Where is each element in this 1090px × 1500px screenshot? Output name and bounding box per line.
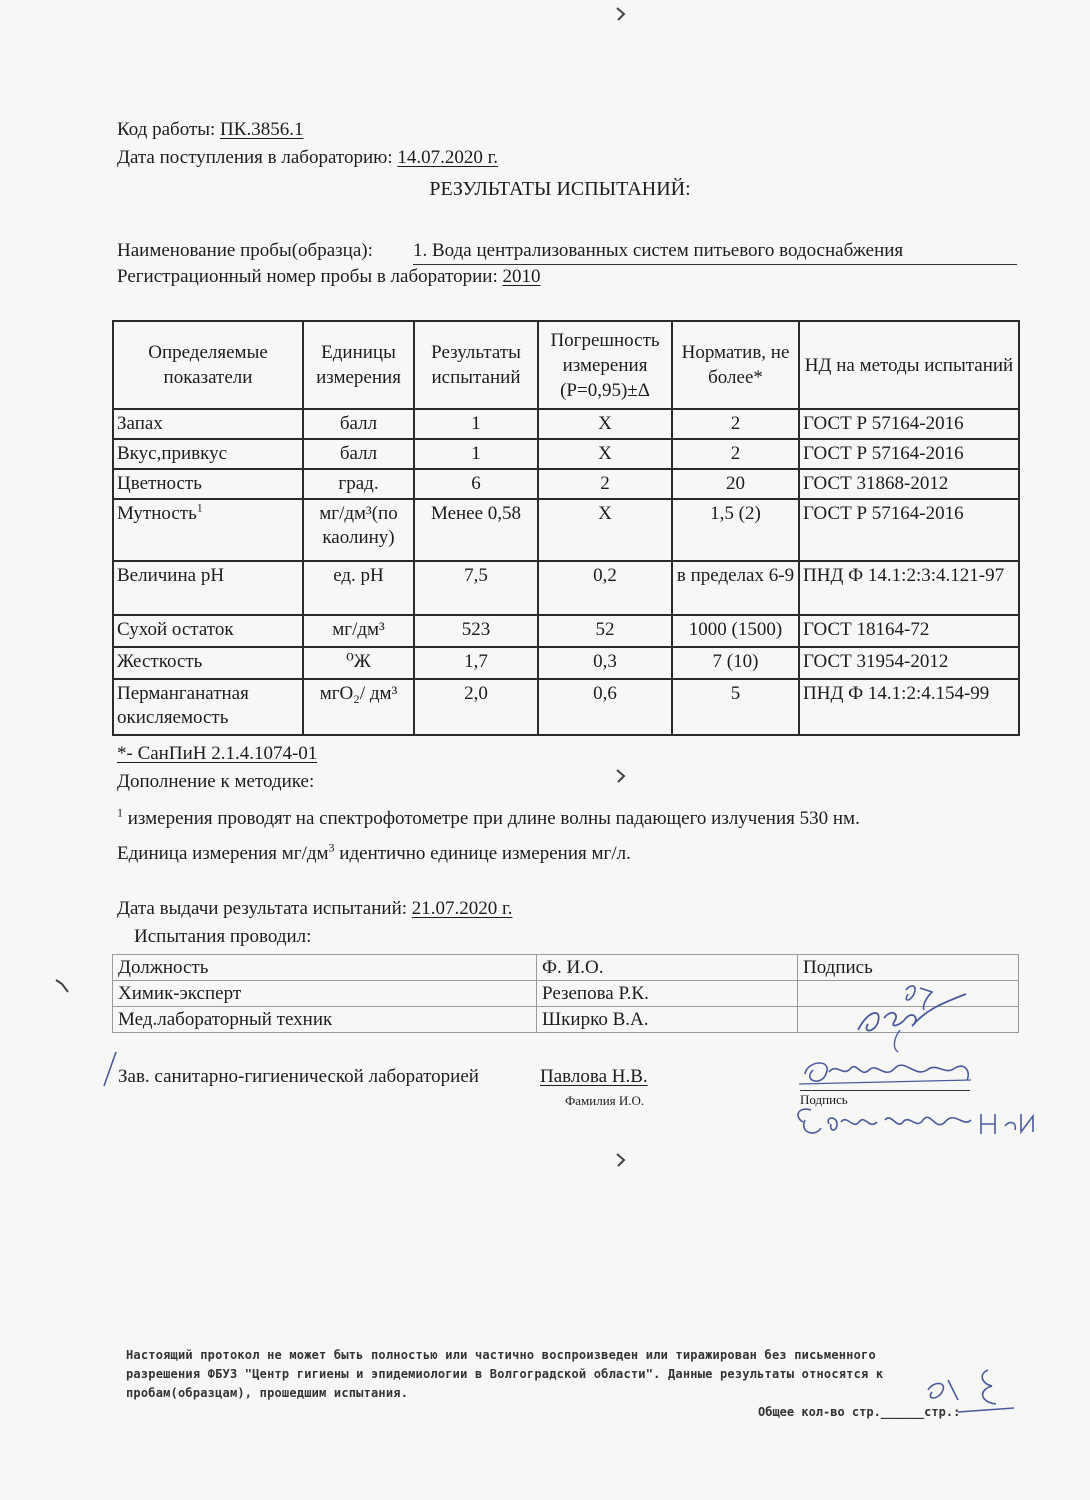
signature-caption: Подпись bbox=[800, 1092, 848, 1107]
indicator-text: Мутность bbox=[117, 503, 197, 524]
conducted-by-label: Испытания проводил: bbox=[134, 926, 312, 947]
total-pages: Общее кол-во стр.______стр.: bbox=[758, 1405, 961, 1419]
cell-unit: мг/дм³ bbox=[303, 615, 414, 647]
staff-name: Резепова Р.К. bbox=[537, 981, 798, 1007]
cell-indicator: Сухой остаток bbox=[113, 615, 303, 647]
disclaimer-line: пробам(образцам), прошедшим испытания. bbox=[126, 1386, 409, 1400]
table-row bbox=[113, 679, 1019, 735]
pen-stroke-mark bbox=[100, 1050, 120, 1090]
disclaimer-line: разрешения ФБУЗ "Центр гигиены и эпидемиологии в Волгоградской области". Данные результаты относятся к bbox=[126, 1367, 884, 1381]
unit-note-sup: 3 bbox=[328, 840, 335, 855]
head-signature-mark bbox=[795, 1050, 1045, 1155]
cell-method: ГОСТ 31954-2012 bbox=[799, 647, 1019, 679]
table-row bbox=[113, 647, 1019, 679]
footnote-mark: 1 bbox=[117, 805, 123, 820]
issue-date-label: Дата выдачи результата испытаний: bbox=[117, 898, 412, 919]
cell-indicator: Величина pH bbox=[113, 561, 303, 615]
footnote-marker: 1 bbox=[196, 500, 203, 515]
cell-error: Х bbox=[538, 439, 672, 469]
col-header-method: НД на методы испытаний bbox=[799, 321, 1019, 409]
cell-unit: град. bbox=[303, 469, 414, 499]
cell-error: Х bbox=[538, 499, 672, 561]
issue-date-line bbox=[117, 898, 512, 920]
cell-norm: в пределах 6-9 bbox=[672, 561, 799, 615]
table-row bbox=[113, 469, 1019, 499]
footnote-line bbox=[117, 805, 860, 830]
cell-error: 0,2 bbox=[538, 561, 672, 615]
footnote-text: измерения проводят на спектрофотометре при длине волны падающего излучения 530 нм. bbox=[123, 808, 860, 829]
cell-result: 1 bbox=[414, 409, 538, 439]
cell-result: Менее 0,58 bbox=[414, 499, 538, 561]
cell-unit: ед. pH bbox=[303, 561, 414, 615]
work-code-line bbox=[117, 119, 303, 141]
staff-name: Шкирко В.А. bbox=[537, 1007, 798, 1033]
staff-col-position: Должность bbox=[113, 955, 537, 981]
head-of-lab-title: Зав. санитарно-гигиенической лабораторией bbox=[118, 1066, 479, 1087]
cell-norm: 2 bbox=[672, 409, 799, 439]
cell-unit: ⁰Ж bbox=[303, 647, 414, 679]
cell-result: 1 bbox=[414, 439, 538, 469]
col-header-error: Погрешность измерения (Р=0,95)±Δ bbox=[538, 321, 672, 409]
cell-error: 0,6 bbox=[538, 679, 672, 735]
staff-col-signature: Подпись bbox=[798, 955, 1019, 981]
head-of-lab-name: Павлова Н.В. bbox=[540, 1066, 648, 1087]
scan-speck bbox=[614, 766, 628, 786]
cell-result: 1,7 bbox=[414, 647, 538, 679]
cell-result: 523 bbox=[414, 615, 538, 647]
table-row bbox=[113, 561, 1019, 615]
received-date-line bbox=[117, 147, 498, 169]
cell-result: 7,5 bbox=[414, 561, 538, 615]
cell-unit: балл bbox=[303, 409, 414, 439]
cell-indicator bbox=[113, 499, 303, 561]
cell-result: 2,0 bbox=[414, 679, 538, 735]
unit-note-text-b: идентично единице измерения мг/л. bbox=[334, 843, 631, 864]
cell-norm: 1000 (1500) bbox=[672, 615, 799, 647]
table-row bbox=[113, 499, 1019, 561]
registration-number: 2010 bbox=[502, 266, 541, 287]
cell-unit: мг/дм³(по каолину) bbox=[303, 499, 414, 561]
work-code-value: ПК.3856.1 bbox=[220, 119, 304, 140]
cell-unit: балл bbox=[303, 439, 414, 469]
sample-label: Наименование пробы(образца): bbox=[117, 240, 373, 261]
disclaimer bbox=[126, 1346, 1006, 1403]
unit-note-text-a: Единица измерения мг/дм bbox=[117, 843, 329, 864]
results-table bbox=[112, 320, 1020, 736]
method-addition-label: Дополнение к методике: bbox=[117, 771, 315, 792]
cell-method: ПНД Ф 14.1:2:4.154-99 bbox=[799, 679, 1019, 735]
scan-speck bbox=[614, 4, 628, 24]
cell-error: Х bbox=[538, 409, 672, 439]
cell-norm: 2 bbox=[672, 439, 799, 469]
staff-position: Мед.лабораторный техник bbox=[113, 1007, 537, 1033]
scan-speck bbox=[614, 1150, 628, 1170]
cell-method: ГОСТ 31868-2012 bbox=[799, 469, 1019, 499]
staff-col-name: Ф. И.О. bbox=[537, 955, 798, 981]
received-label: Дата поступления в лабораторию: bbox=[117, 147, 398, 168]
results-title: РЕЗУЛЬТАТЫ ИСПЫТАНИЙ: bbox=[429, 178, 691, 200]
table-row bbox=[113, 615, 1019, 647]
staff-signature-mark bbox=[848, 980, 978, 1060]
cell-norm: 1,5 (2) bbox=[672, 499, 799, 561]
col-header-norm: Норматив, не более* bbox=[672, 321, 799, 409]
cell-indicator: Цветность bbox=[113, 469, 303, 499]
cell-indicator: Вкус,привкус bbox=[113, 439, 303, 469]
unit-note-line bbox=[117, 840, 631, 865]
cell-method: ГОСТ Р 57164-2016 bbox=[799, 499, 1019, 561]
results-header-row bbox=[113, 321, 1019, 409]
name-caption: Фамилия И.О. bbox=[565, 1093, 645, 1108]
cell-error: 52 bbox=[538, 615, 672, 647]
received-date-value: 14.07.2020 г. bbox=[397, 147, 498, 168]
cell-result: 6 bbox=[414, 469, 538, 499]
cell-error: 2 bbox=[538, 469, 672, 499]
cell-norm: 5 bbox=[672, 679, 799, 735]
cell-indicator: Запах bbox=[113, 409, 303, 439]
sanpin-note: *- СанПиН 2.1.4.1074-01 bbox=[117, 743, 318, 764]
cell-method: ГОСТ Р 57164-2016 bbox=[799, 439, 1019, 469]
sample-name-value: 1. Вода централизованных систем питьевого водоснабжения bbox=[413, 240, 1017, 265]
cell-norm: 20 bbox=[672, 469, 799, 499]
sample-name-line bbox=[117, 240, 373, 262]
cell-error: 0,3 bbox=[538, 647, 672, 679]
registration-line bbox=[117, 266, 541, 288]
cell-method: ГОСТ Р 57164-2016 bbox=[799, 409, 1019, 439]
col-header-result: Результаты испытаний bbox=[414, 321, 538, 409]
cell-indicator: Перманганатная окисляемость bbox=[113, 679, 303, 735]
registration-label: Регистрационный номер пробы в лаборатории: bbox=[117, 266, 503, 287]
cell-method: ГОСТ 18164-72 bbox=[799, 615, 1019, 647]
staff-header-row bbox=[113, 955, 1019, 981]
col-header-unit: Единицы измерения bbox=[303, 321, 414, 409]
staff-position: Химик-эксперт bbox=[113, 981, 537, 1007]
cell-indicator: Жесткость bbox=[113, 647, 303, 679]
table-row bbox=[113, 439, 1019, 469]
footer-signature-mark bbox=[918, 1360, 1018, 1420]
col-header-indicator: Определяемые показатели bbox=[113, 321, 303, 409]
scan-speck bbox=[54, 976, 74, 996]
disclaimer-line: Настоящий протокол не может быть полностью или частично воспроизведен или тиражирован без письменного bbox=[126, 1348, 876, 1362]
work-code-label: Код работы: bbox=[117, 119, 221, 140]
cell-unit: мгО₂/ дм³ bbox=[303, 679, 414, 735]
issue-date-value: 21.07.2020 г. bbox=[411, 898, 513, 919]
cell-norm: 7 (10) bbox=[672, 647, 799, 679]
table-row bbox=[113, 409, 1019, 439]
cell-method: ПНД Ф 14.1:2:3:4.121-97 bbox=[799, 561, 1019, 615]
